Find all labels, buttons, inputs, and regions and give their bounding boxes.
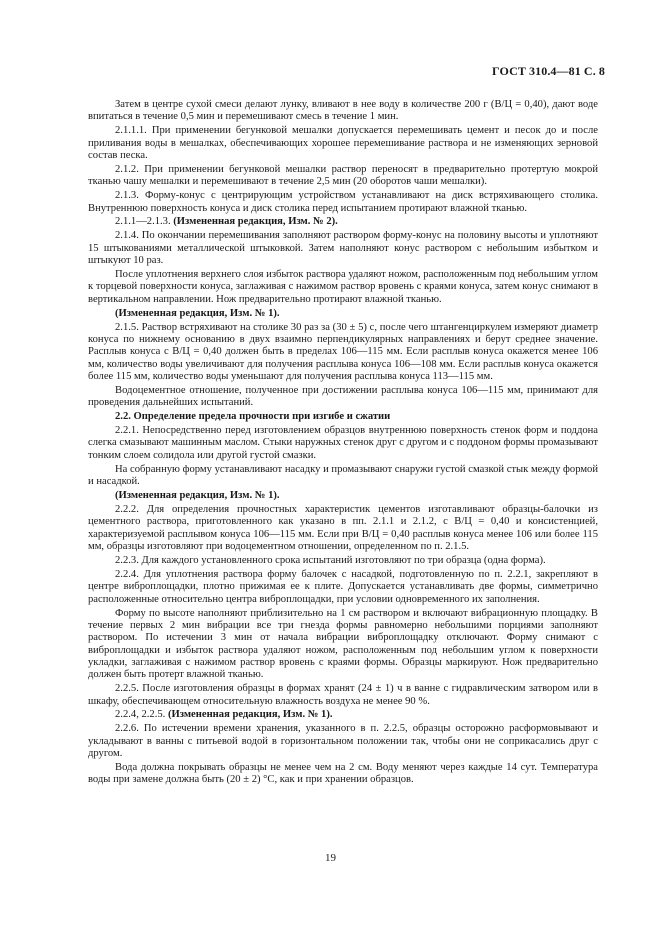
paragraph: После уплотнения верхнего слоя избыток раствора удаляют ножом, расположенным под небольшим углом к торцевой поверхности конуса, заглаживая с нажимом раствор вровень с краями конуса, затем конус снимают в вертикальном направлении. Нож предварительно протирают влажной тканью. — [88, 269, 598, 305]
paragraph: 2.2.2. Для определения прочностных характеристик цементов изготавливают образцы-балочки из цементного раствора, приготовленного как указано в пп. 2.1.1 и 2.1.2, с В/Ц = 0,40 и консистенцией, характеризуемой расплывом конуса 106—115 мм. Если при В/Ц = 0,40 расплыв конуса менее 106 или более 115 мм, образцы изготовляют при водоцементном отношении, определенном по п. 2.1.5. — [88, 503, 598, 552]
paragraph: 2.2.3. Для каждого установленного срока испытаний изготовляют по три образца (одна форма). — [115, 554, 546, 566]
amendment-note: 2.1.1—2.1.3. (Измененная редакция, Изм. № 2). — [115, 216, 338, 228]
amendment-emphasis: (Измененная редакция, Изм. № 2). — [173, 216, 338, 228]
section-heading: 2.2. Определение предела прочности при изгибе и сжатии — [115, 411, 391, 423]
page-header: ГОСТ 310.4—81 С. 8 — [492, 64, 605, 78]
paragraph: Затем в центре сухой смеси делают лунку, вливают в нее воду в количестве 200 г (В/Ц = 0,40), дают воде впитаться в течение 0,5 мин и перемешивают смесь в течение 1 мин. — [88, 99, 598, 123]
amendment-note: (Измененная редакция, Изм. № 1). — [115, 307, 280, 319]
paragraph: 2.2.6. По истечении времени хранения, указанного в п. 2.2.5, образцы осторожно расформовывают и укладывают в ванны с питьевой водой в горизонтальном положении так, чтобы они не соприкасались друг с другом. — [88, 723, 598, 760]
paragraph: На собранную форму устанавливают насадку и промазывают снаружи густой смазкой стык между формой и насадкой. — [88, 463, 598, 488]
paragraph: Водоцементное отношение, полученное при достижении расплыва конуса 106—115 мм, принимают для проведения дальнейших испытаний. — [88, 384, 598, 409]
paragraph: 2.1.5. Раствор встряхивают на столике 30 раз за (30 ± 5) с, после чего штангенциркулем измеряют диаметр конуса по нижнему основанию в двух взаимно перпендикулярных направлениях и берут среднее значение. Расплыв конуса с В/Ц = 0,40 должен быть в пределах 106—115 мм. Если расплыв конуса окажется менее 106 мм, количество воды увеличивают для получения расплыва конуса 106—108 мм. Если расплыв конуса окажется более 115 мм, количество воды уменьшают для получения расплыва конуса 113—115 мм. — [88, 321, 598, 382]
paragraph: 2.2.4. Для уплотнения раствора форму балочек с насадкой, подготовленную по п. 2.2.1, закрепляют в центре виброплощадки, плотно прижимая ее к плите. Допускается устанавливать две формы, симметрично расположенные относительно центра виброплощадки, при условии одновременного их заполнения. — [88, 568, 598, 605]
paragraph: Вода должна покрывать образцы не менее чем на 2 см. Воду меняют через каждые 14 сут. Температура воды при замене должна быть (20 ± 2) °С, как и при хранении образцов. — [88, 762, 598, 786]
paragraph: 2.1.4. По окончании перемешивания заполняют раствором форму-конус на половину высоты и уплотняют 15 штыкованиями металлической штыковкой. Затем наполняют конус раствором с небольшим избытком и штыкуют 10 раз. — [88, 230, 598, 267]
paragraph: 2.2.5. После изготовления образцы в формах хранят (24 ± 1) ч в ванне с гидравлическим затвором или в шкафу, обеспечивающем относительную влажность воздуха не менее 90 %. — [88, 683, 598, 707]
paragraph: 2.2.1. Непосредственно перед изготовлением образцов внутреннюю поверхность стенок форм и поддона слегка смазывают машинным маслом. Стыки наружных стенок друг с другом и с поддоном формы промазывают тонким слоем солидола или другой густой смазки. — [88, 425, 598, 461]
amendment-emphasis: (Измененная редакция, Изм. № 1). — [167, 709, 333, 721]
amendment-note: (Измененная редакция, Изм. № 1). — [115, 490, 280, 502]
paragraph: 2.1.3. Форму-конус с центрирующим устройством устанавливают на диск встряхивающего столика. Внутреннюю поверхность конуса и диск столика перед испытанием протирают влажной тканью. — [88, 190, 598, 214]
document-body — [88, 99, 598, 788]
amendment-note: 2.2.4, 2.2.5. (Измененная редакция, Изм. № 1). — [115, 709, 333, 721]
paragraph: 2.1.2. При применении бегунковой мешалки раствор переносят в предварительно протертую мокрой тканью чашу мешалки и перемешивают в течение 2,5 мин (20 оборотов чаши мешалки). — [88, 163, 598, 188]
paragraph: 2.1.1.1. При применении бегунковой мешалки допускается перемешивать цемент и песок до и после приливания воды в мешалках, обеспечивающих хорошее перемешивание раствора и не изменяющих зерновой состав песка. — [88, 125, 598, 161]
paragraph: Форму по высоте наполняют приблизительно на 1 см раствором и включают вибрационную площадку. В течение первых 2 мин вибрации все три гнезда формы равномерно небольшими порциями заполняют раствором. По истечении 3 мин от начала вибрации виброплощадку отключают. Форму снимают с виброплощадки и избыток раствора удаляют ножом, расположенным под небольшим углом к поверхности укладки, заглаживая с нажимом раствор вровень с краями формы. Образцы маркируют. Нож предварительно должен быть протерт влажной тканью. — [88, 607, 598, 681]
page-number: 19 — [325, 852, 336, 864]
